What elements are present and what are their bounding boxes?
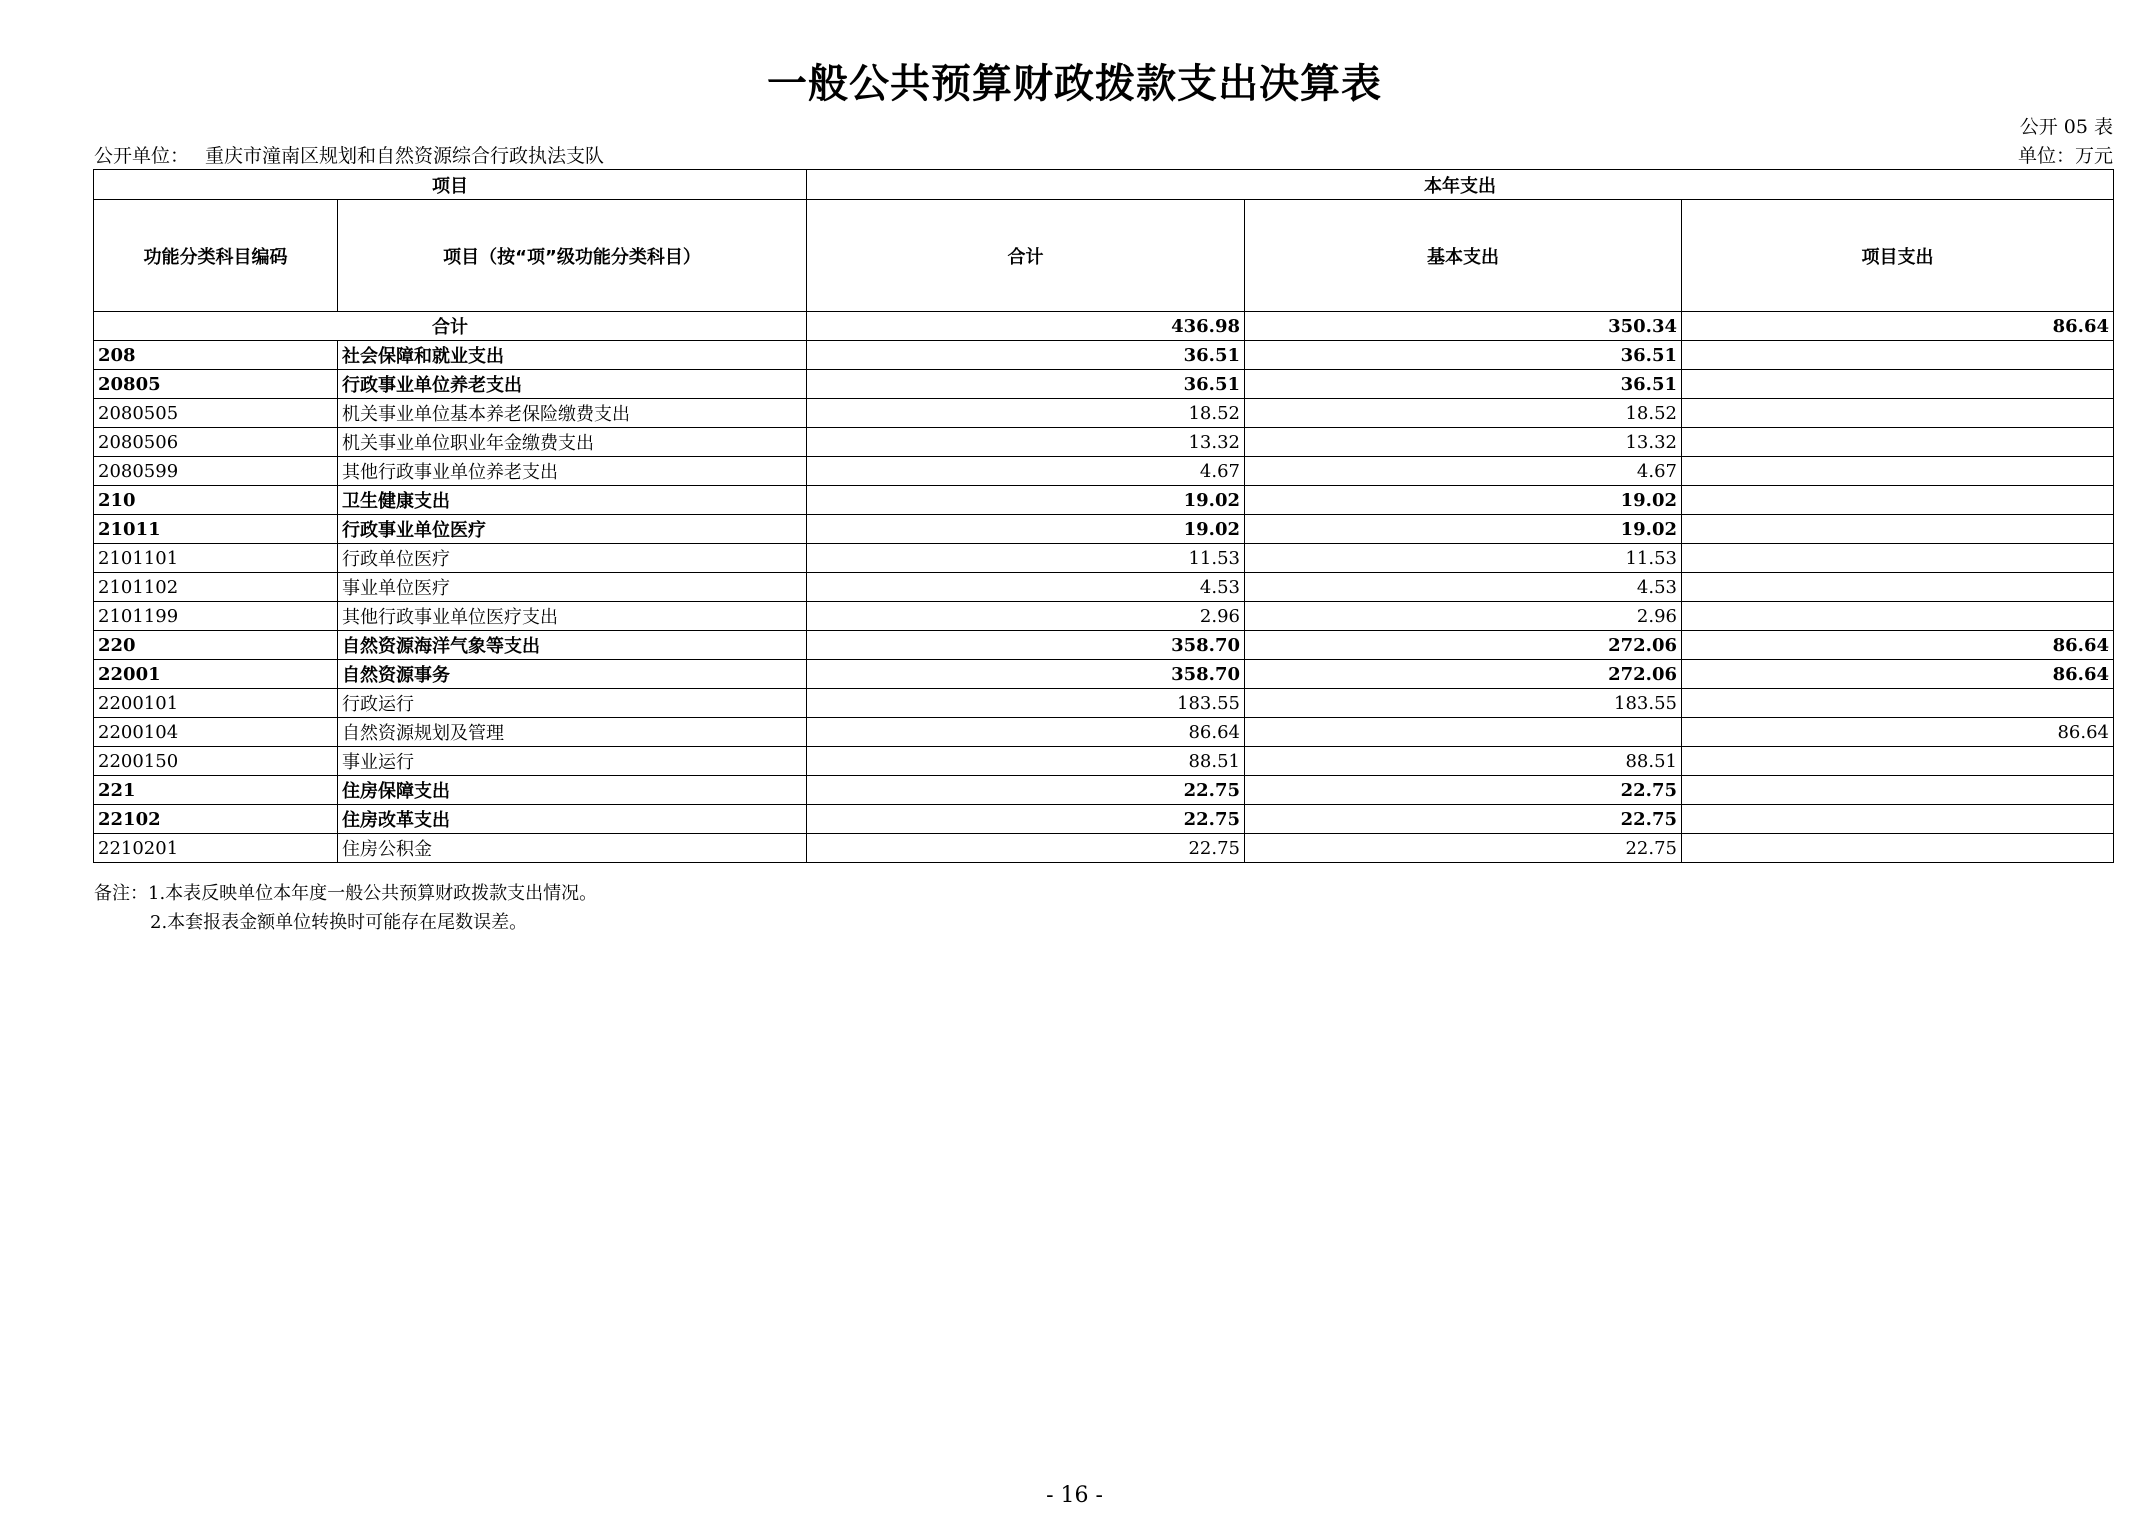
row-project: [1682, 805, 2114, 834]
row-basic: 19.02: [1245, 515, 1682, 544]
row-name: 行政单位医疗: [338, 544, 807, 573]
row-project: [1682, 834, 2114, 863]
table-row: [94, 399, 2114, 428]
row-name: 机关事业单位基本养老保险缴费支出: [338, 399, 807, 428]
row-project: 86.64: [1682, 718, 2114, 747]
row-project: [1682, 573, 2114, 602]
row-code: 2210201: [94, 834, 338, 863]
row-basic: 272.06: [1245, 631, 1682, 660]
row-code: 21011: [94, 515, 338, 544]
row-project: [1682, 399, 2114, 428]
table-row: [94, 370, 2114, 399]
table-row: [94, 834, 2114, 863]
row-total: 11.53: [807, 544, 1245, 573]
row-total: 19.02: [807, 486, 1245, 515]
row-basic: 13.32: [1245, 428, 1682, 457]
row-total: 4.53: [807, 573, 1245, 602]
header-row-1: [94, 170, 2114, 200]
table-row: [94, 776, 2114, 805]
row-basic: 272.06: [1245, 660, 1682, 689]
page-title: 一般公共预算财政拨款支出决算表: [767, 61, 1382, 107]
page-number: - 16 -: [1046, 1483, 1103, 1508]
row-total: 22.75: [807, 805, 1245, 834]
row-name: 机关事业单位职业年金缴费支出: [338, 428, 807, 457]
row-project: [1682, 515, 2114, 544]
row-name: 事业单位医疗: [338, 573, 807, 602]
row-total: 2.96: [807, 602, 1245, 631]
table-row: [94, 428, 2114, 457]
row-project: [1682, 370, 2114, 399]
row-basic: 22.75: [1245, 834, 1682, 863]
currency-unit: 单位：万元: [2017, 145, 2113, 167]
row-code: 22001: [94, 660, 338, 689]
row-name: 自然资源规划及管理: [338, 718, 807, 747]
row-code: 2101199: [94, 602, 338, 631]
row-basic: 36.51: [1245, 341, 1682, 370]
total-label: 合计: [94, 312, 807, 341]
row-name: 行政事业单位养老支出: [338, 370, 807, 399]
row-name: 自然资源事务: [338, 660, 807, 689]
row-code: 208: [94, 341, 338, 370]
row-project: [1682, 428, 2114, 457]
row-total: 13.32: [807, 428, 1245, 457]
row-total: 358.70: [807, 660, 1245, 689]
table-row: [94, 457, 2114, 486]
table-row: [94, 515, 2114, 544]
row-basic: 18.52: [1245, 399, 1682, 428]
header-basic: 基本支出: [1245, 200, 1682, 312]
row-code: 2080506: [94, 428, 338, 457]
row-code: 2200150: [94, 747, 338, 776]
row-total: 18.52: [807, 399, 1245, 428]
row-basic: 183.55: [1245, 689, 1682, 718]
table-row: [94, 341, 2114, 370]
row-total: 22.75: [807, 776, 1245, 805]
table-row: [94, 718, 2114, 747]
table-row: [94, 602, 2114, 631]
reporting-unit-label: 公开单位：: [94, 145, 190, 167]
row-code: 2080599: [94, 457, 338, 486]
row-total: 88.51: [807, 747, 1245, 776]
row-code: 2101101: [94, 544, 338, 573]
table-row: [94, 747, 2114, 776]
header-project: 项目: [94, 170, 807, 200]
row-name: 其他行政事业单位养老支出: [338, 457, 807, 486]
reporting-unit-name: 重庆市潼南区规划和自然资源综合行政执法支队: [205, 145, 605, 167]
row-code: 2200104: [94, 718, 338, 747]
row-project: [1682, 602, 2114, 631]
row-basic: 88.51: [1245, 747, 1682, 776]
row-total: 86.64: [807, 718, 1245, 747]
row-project: [1682, 689, 2114, 718]
row-basic: 2.96: [1245, 602, 1682, 631]
header-project-expense: 项目支出: [1682, 200, 2114, 312]
header-code: 功能分类科目编码: [94, 200, 338, 312]
table-row: [94, 805, 2114, 834]
row-code: 220: [94, 631, 338, 660]
row-basic: 22.75: [1245, 776, 1682, 805]
row-total: 4.67: [807, 457, 1245, 486]
row-code: 210: [94, 486, 338, 515]
row-name: 社会保障和就业支出: [338, 341, 807, 370]
row-name: 住房保障支出: [338, 776, 807, 805]
row-total: 183.55: [807, 689, 1245, 718]
row-project: 86.64: [1682, 631, 2114, 660]
row-name: 住房公积金: [338, 834, 807, 863]
row-total: 36.51: [807, 370, 1245, 399]
header-row-2: [94, 200, 2114, 312]
row-project: 86.64: [1682, 660, 2114, 689]
row-name: 其他行政事业单位医疗支出: [338, 602, 807, 631]
row-total: 36.51: [807, 341, 1245, 370]
row-code: 2200101: [94, 689, 338, 718]
row-basic: 19.02: [1245, 486, 1682, 515]
row-project: [1682, 544, 2114, 573]
row-code: 2101102: [94, 573, 338, 602]
row-project: [1682, 341, 2114, 370]
table-row: [94, 660, 2114, 689]
table-row: [94, 689, 2114, 718]
row-name: 自然资源海洋气象等支出: [338, 631, 807, 660]
header-total: 合计: [807, 200, 1245, 312]
row-total: 22.75: [807, 834, 1245, 863]
total-amount: 436.98: [807, 312, 1245, 341]
row-total: 19.02: [807, 515, 1245, 544]
total-row: [94, 312, 2114, 341]
header-year-expense: 本年支出: [807, 170, 2114, 200]
form-number: 公开 05 表: [2019, 116, 2113, 138]
row-basic: 22.75: [1245, 805, 1682, 834]
row-name: 事业运行: [338, 747, 807, 776]
row-total: 358.70: [807, 631, 1245, 660]
row-project: [1682, 747, 2114, 776]
row-name: 卫生健康支出: [338, 486, 807, 515]
total-basic: 350.34: [1245, 312, 1682, 341]
row-code: 221: [94, 776, 338, 805]
total-project: 86.64: [1682, 312, 2114, 341]
expenditure-table: [93, 169, 2114, 863]
row-name: 行政事业单位医疗: [338, 515, 807, 544]
row-basic: [1245, 718, 1682, 747]
row-project: [1682, 486, 2114, 515]
row-name: 住房改革支出: [338, 805, 807, 834]
row-code: 20805: [94, 370, 338, 399]
row-basic: 4.53: [1245, 573, 1682, 602]
table-row: [94, 631, 2114, 660]
header-name: 项目（按“项”级功能分类科目）: [338, 200, 807, 312]
reporting-unit: [94, 141, 604, 168]
note-1: 备注：1.本表反映单位本年度一般公共预算财政拨款支出情况。: [94, 883, 598, 904]
row-name: 行政运行: [338, 689, 807, 718]
row-project: [1682, 776, 2114, 805]
row-code: 22102: [94, 805, 338, 834]
table-row: [94, 544, 2114, 573]
table-row: [94, 486, 2114, 515]
row-basic: 4.67: [1245, 457, 1682, 486]
row-basic: 36.51: [1245, 370, 1682, 399]
row-code: 2080505: [94, 399, 338, 428]
row-basic: 11.53: [1245, 544, 1682, 573]
table-row: [94, 573, 2114, 602]
note-2: 2.本套报表金额单位转换时可能存在尾数误差。: [150, 912, 528, 933]
row-project: [1682, 457, 2114, 486]
